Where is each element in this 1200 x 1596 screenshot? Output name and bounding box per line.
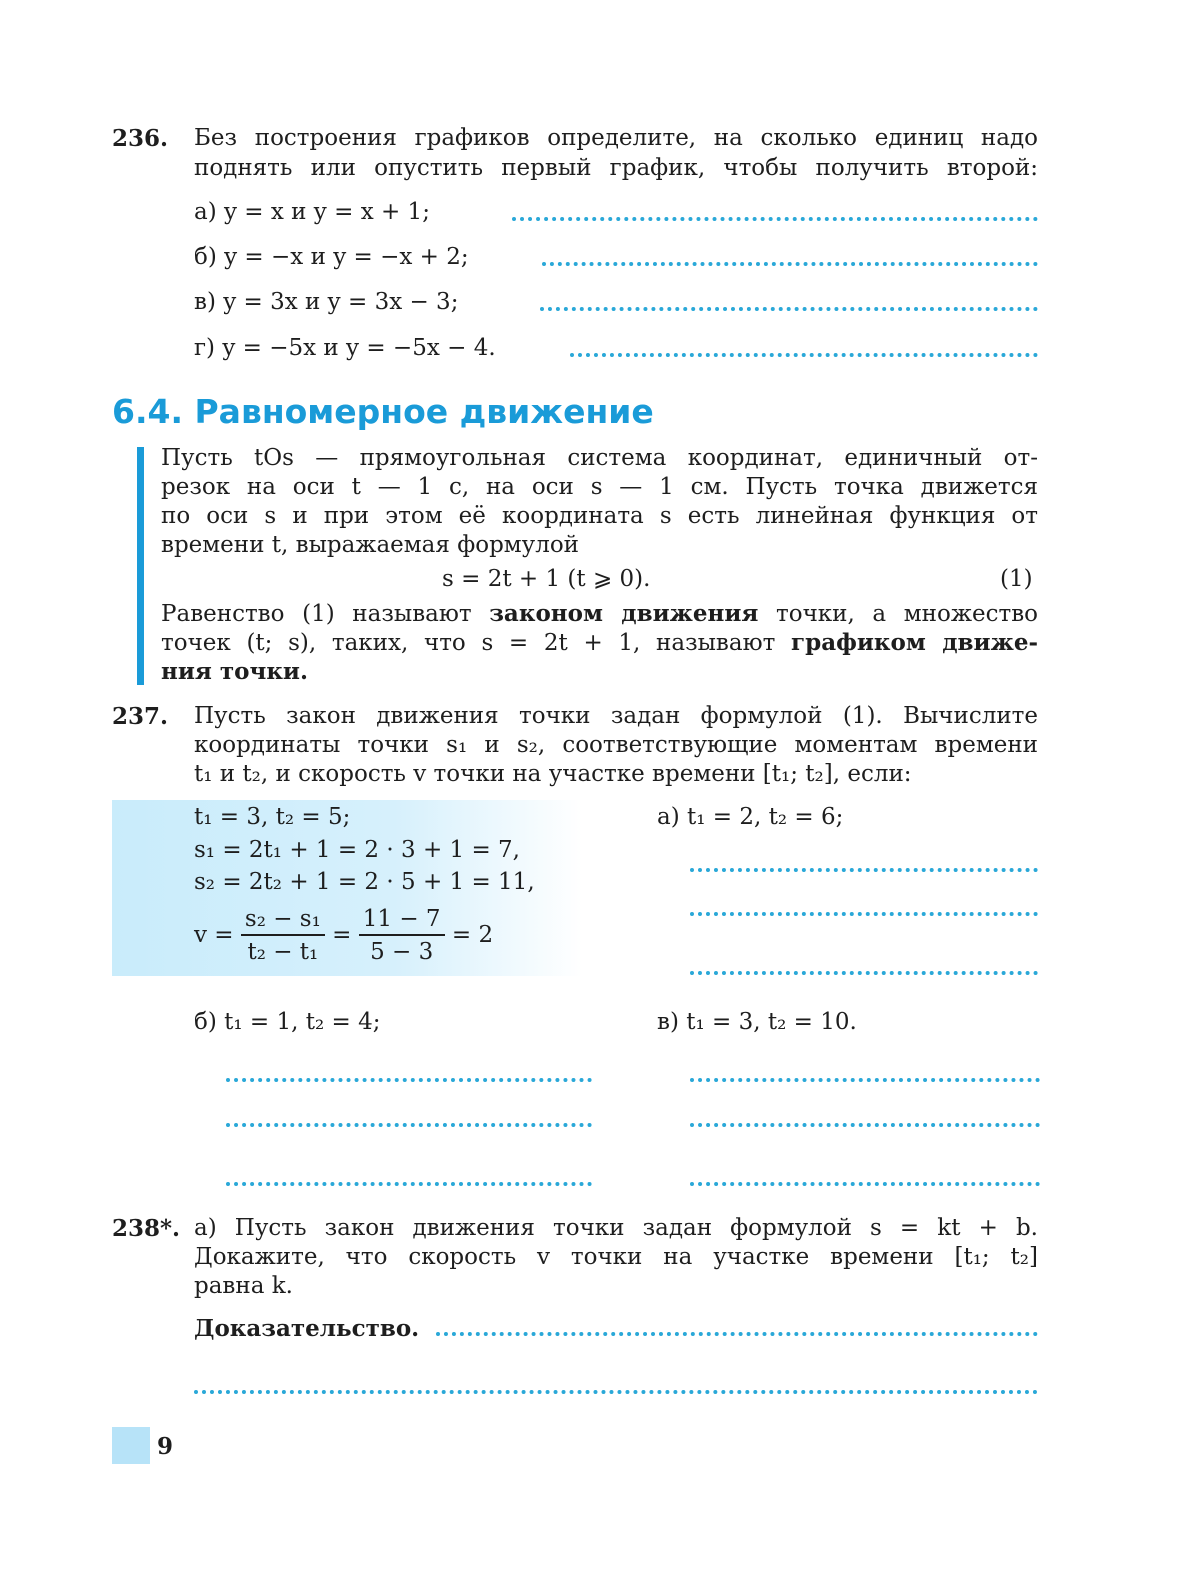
exercise-237-number: 237. [112,703,169,730]
exercise-236-item-d: г) y = −5x и y = −5x − 4. [194,335,496,361]
answer-line-237a-1[interactable] [690,868,1038,872]
answer-line-236d[interactable] [570,353,1038,357]
answer-line-238-2[interactable] [194,1390,1038,1394]
exercise-238-line-2: Докажите, что скорость v точки на участке времени [t₁; t₂] [194,1244,1038,1270]
exercise-237-line-3: t₁ и t₂, и скорость v точки на участке времени [t₁; t₂], если: [194,761,912,787]
example-velocity-formula: v = $\frac{\text{s₂ − s₁}}{\text{t₂ − t₁}}$ = $\frac{11 - 7}{5 - 3}$ = 2 [194,904,493,968]
theory-definition-line-1: Равенство (1) называют законом движения точки, а множество [161,600,1038,627]
answer-line-237b-1[interactable] [226,1078,592,1082]
answer-line-236c[interactable] [540,307,1038,311]
theory-line-1: Пусть tOs — прямоугольная система координат, единичный от- [161,445,1038,471]
example-line-2: s₁ = 2t₁ + 1 = 2 · 3 + 1 = 7, [194,837,520,863]
term-motion-graph: графиком движе- [791,629,1038,656]
exercise-236-line-1: Без построения графиков определите, на сколько единиц надо [194,125,1038,151]
theory-line-3: по оси s и при этом её координата s есть линейная функция от [161,503,1038,529]
answer-line-236b[interactable] [542,262,1038,266]
exercise-237-item-c: в) t₁ = 3, t₂ = 10. [657,1009,857,1035]
answer-line-237c-3[interactable] [690,1182,1040,1186]
exercise-238-number: 238*. [112,1215,181,1242]
example-line-1: t₁ = 3, t₂ = 5; [194,804,351,830]
theory-definition-line-3: ния точки. [161,658,308,685]
exercise-236-number: 236. [112,125,169,152]
example-line-3: s₂ = 2t₂ + 1 = 2 · 5 + 1 = 11, [194,869,535,895]
theory-formula: s = 2t + 1 (t ⩾ 0). [442,566,651,592]
exercise-236-item-a: а) y = x и y = x + 1; [194,199,430,225]
theory-definition-line-2: точек (t; s), таких, что s = 2t + 1, называют графиком движе- [161,629,1038,656]
answer-line-237c-2[interactable] [690,1123,1040,1127]
exercise-238-line-1: а) Пусть закон движения точки задан формулой s = kt + b. [194,1215,1038,1241]
proof-label: Доказательство. [194,1315,420,1342]
exercise-237-line-2: координаты точки s₁ и s₂, соответствующие моментам времени [194,732,1038,758]
fraction-velocity-numeric: $\frac{11 - 7}{5 - 3}$ [359,904,445,968]
exercise-238-line-3: равна k. [194,1273,293,1299]
page-number: 9 [157,1433,174,1460]
exercise-237-item-b: б) t₁ = 1, t₂ = 4; [194,1009,381,1035]
term-law-of-motion: законом движения [489,600,759,627]
theory-sidebar-bar [137,447,144,685]
answer-line-236a[interactable] [512,217,1038,221]
exercise-237-item-a: а) t₁ = 2, t₂ = 6; [657,804,844,830]
answer-line-238-1[interactable] [436,1332,1038,1336]
answer-line-237a-2[interactable] [690,912,1038,916]
exercise-237-line-1: Пусть закон движения точки задан формулой (1). Вычислите [194,703,1038,729]
fraction-velocity-symbolic: $\frac{\text{s₂ − s₁}}{\text{t₂ − t₁}}$ [241,904,325,968]
answer-line-237b-3[interactable] [226,1182,592,1186]
theory-line-4: времени t, выражаемая формулой [161,532,579,558]
section-title: 6.4. Равномерное движение [112,392,654,431]
answer-line-237a-3[interactable] [690,971,1038,975]
answer-line-237b-2[interactable] [226,1123,592,1127]
exercise-236-line-2: поднять или опустить первый график, чтобы получить второй: [194,155,1038,181]
exercise-236-item-c: в) y = 3x и y = 3x − 3; [194,289,459,315]
theory-line-2: резок на оси t — 1 с, на оси s — 1 см. Пусть точка движется [161,474,1038,500]
answer-line-237c-1[interactable] [690,1078,1040,1082]
theory-formula-number: (1) [1000,566,1033,592]
exercise-236-item-b: б) y = −x и y = −x + 2; [194,244,469,270]
page-number-marker [112,1427,150,1464]
